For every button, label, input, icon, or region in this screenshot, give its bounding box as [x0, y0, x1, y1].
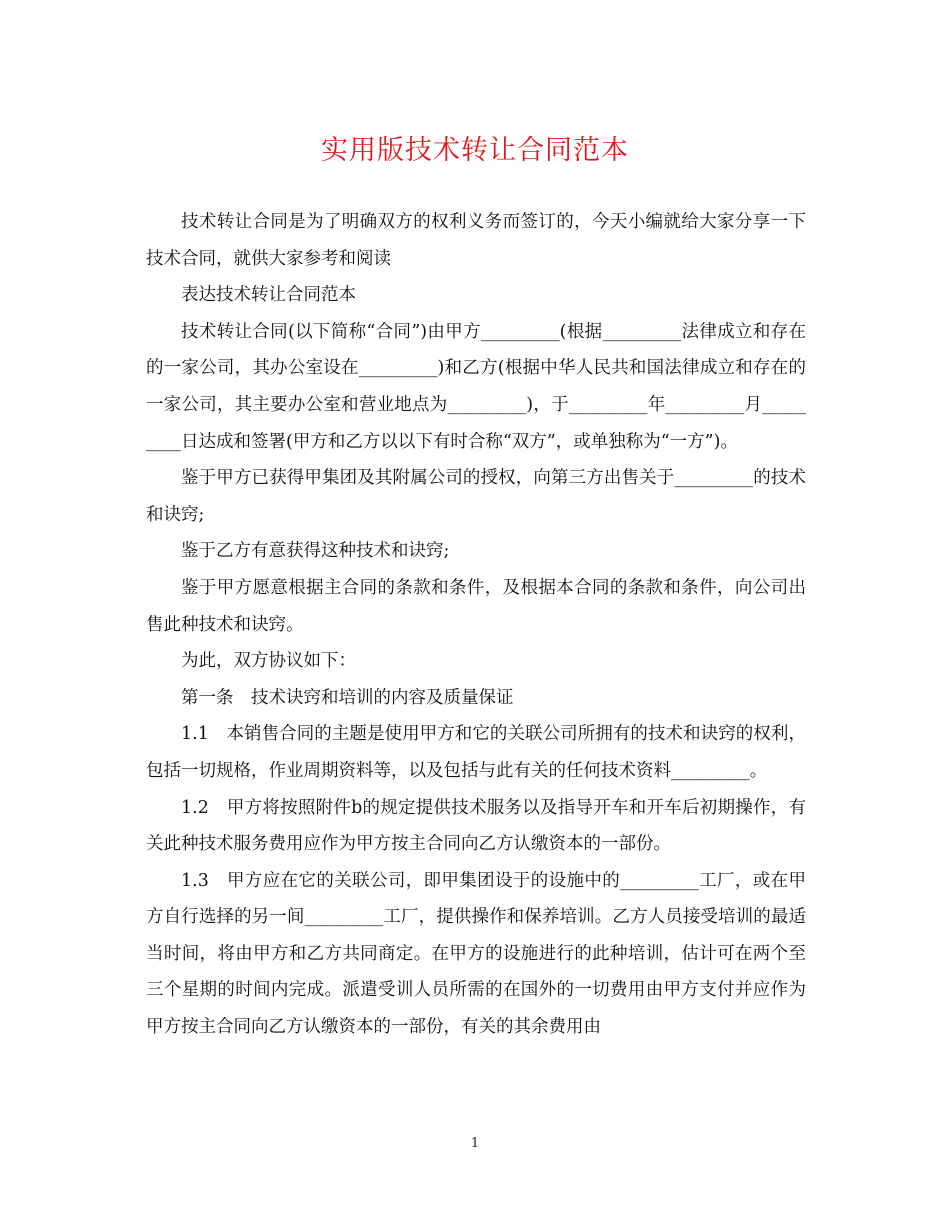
article-1-heading: 第一条 技术诀窍和培训的内容及质量保证: [181, 687, 514, 708]
paragraph-whereas-2: 鉴于乙方有意获得这种技术和诀窍;: [181, 541, 450, 562]
paragraph-whereas-3: 鉴于甲方愿意根据主合同的条款和条件，及根据本合同的条款和条件，向公司出售此种技术和诀窍。: [146, 577, 806, 635]
paragraph-heading: 表达技术转让合同范本: [181, 285, 356, 306]
paragraph-intro: 技术转让合同是为了明确双方的权利义务而签订的，今天小编就给大家分享一下技术合同，就供大家参考和阅读: [146, 212, 806, 269]
clause-1-2: 1.2 甲方将按照附件b的规定提供技术服务以及指导开车和开车后初期操作，有关此种技术服务费用应作为甲方按主合同向乙方认缴资本的一部份。: [146, 797, 806, 855]
page-number: 1: [470, 1136, 480, 1151]
paragraph-whereas-1: 鉴于甲方已获得甲集团及其附属公司的授权，向第三方出售关于_________的技术和诀窍;: [146, 468, 806, 525]
document-body: [146, 204, 806, 1046]
paragraph-parties: 技术转让合同(以下简称“合同”)由甲方_________(根据_________法律成立和存在的一家公司，其办公室设在_________)和乙方(根据中华人民共和国法律成立和存在的一家公司，其主要办公室和营业地点为_________)，于_________年_________月_________日达成和签署(甲方和乙方以以下有时合称“双方”，或单独称为“一方”)。: [146, 321, 806, 452]
clause-1-3: 1.3 甲方应在它的关联公司，即甲集团设于的设施中的_________工厂，或在甲方自行选择的另一间_________工厂，提供操作和保养培训。乙方人员接受培训的最适当时间，将由甲方和乙方共同商定。在甲方的设施进行的此种培训，估计可在两个至三个星期的时间内完成。派遣受训人员所需的在国外的一切费用由甲方支付并应作为甲方按主合同向乙方认缴资本的一部份，有关的其余费用由: [146, 870, 806, 1038]
document-title: 实用版技术转让合同范本: [321, 135, 629, 166]
paragraph-agreement: 为此，双方协议如下：: [181, 651, 356, 672]
clause-1-1: 1.1 本销售合同的主题是使用甲方和它的关联公司所拥有的技术和诀窍的权利，包括一切规格，作业周期资料等，以及包括与此有关的任何技术资料_________。: [146, 724, 806, 781]
